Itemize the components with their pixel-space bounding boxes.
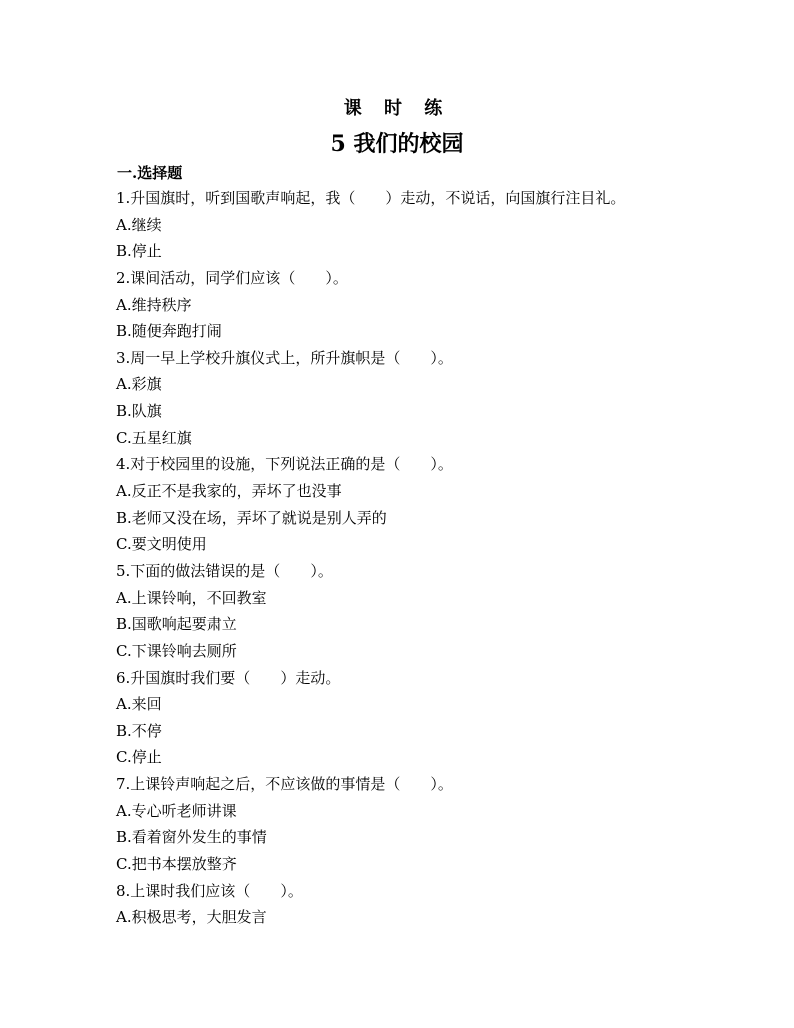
question-1: 1.升国旗时，听到国歌声响起，我（ ）走动，不说话，向国旗行注目礼。 xyxy=(116,189,626,207)
option-7b: B.看着窗外发生的事情 xyxy=(116,828,267,847)
option-4a: A.反正不是我家的，弄坏了也没事 xyxy=(116,482,342,501)
question-7: 7.上课铃声响起之后，不应该做的事情是（ ）。 xyxy=(116,775,453,794)
option-4c: C.要文明使用 xyxy=(116,535,207,554)
option-1b: B.停止 xyxy=(116,242,162,261)
option-3c: C.五星红旗 xyxy=(116,428,192,447)
question-6: 6.升国旗时我们要（ ）走动。 xyxy=(116,668,341,687)
option-7c: C.把书本摆放整齐 xyxy=(116,855,237,874)
question-4: 4.对于校园里的设施，下列说法正确的是（ ）。 xyxy=(116,455,453,474)
option-8a: A.积极思考，大胆发言 xyxy=(116,908,267,927)
option-2b: B.随便奔跑打闹 xyxy=(116,322,222,341)
option-1a: A.继续 xyxy=(116,215,162,234)
option-3a: A.彩旗 xyxy=(116,375,162,394)
option-5c: C.下课铃响去厕所 xyxy=(116,641,237,660)
option-6a: A.来回 xyxy=(116,695,162,714)
option-6c: C.停止 xyxy=(116,748,162,767)
section-heading: 一.选择题 xyxy=(117,164,183,182)
question-2: 2.课间活动，同学们应该（ ）。 xyxy=(116,268,348,287)
option-4b: B.老师又没在场，弄坏了就说是别人弄的 xyxy=(116,508,387,527)
document-title: 5 我们的校园 xyxy=(330,131,464,157)
option-6b: B.不停 xyxy=(116,721,162,740)
question-list xyxy=(116,185,736,931)
option-2a: A.维持秩序 xyxy=(116,295,192,314)
question-8: 8.上课时我们应该（ ）。 xyxy=(116,881,303,900)
question-5: 5.下面的做法错误的是（ ）。 xyxy=(116,561,333,580)
question-3: 3.周一早上学校升旗仪式上，所升旗帜是（ ）。 xyxy=(116,348,453,367)
option-5b: B.国歌响起要肃立 xyxy=(116,615,237,634)
option-5a: A.上课铃响，不回教室 xyxy=(116,588,267,607)
option-3b: B.队旗 xyxy=(116,402,162,421)
option-7a: A.专心听老师讲课 xyxy=(116,801,237,820)
document-kicker: 课 时 练 xyxy=(343,98,451,119)
